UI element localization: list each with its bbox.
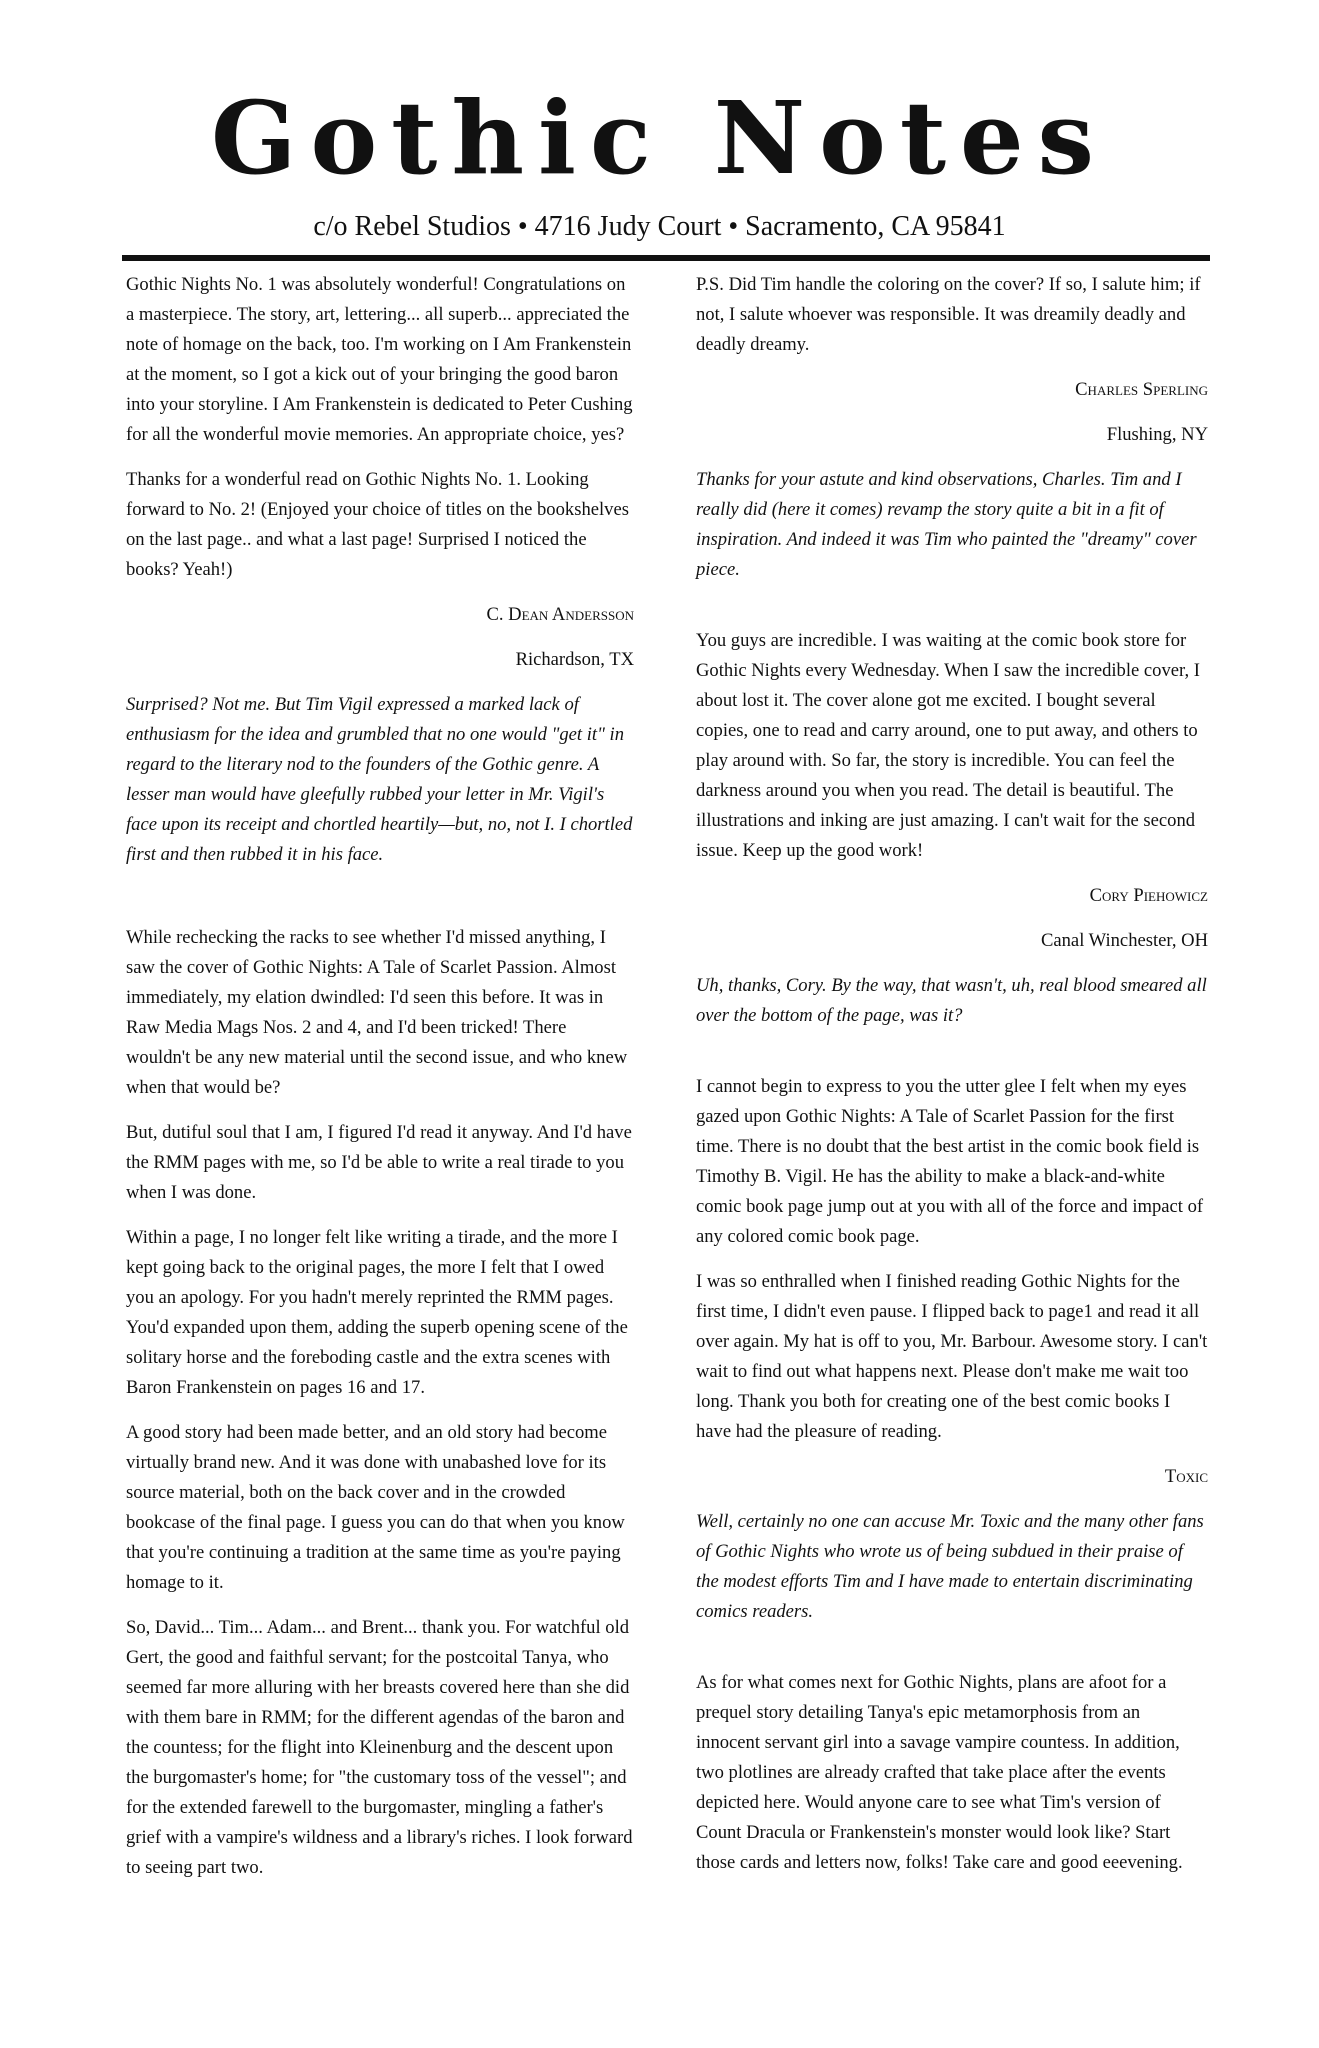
letter-location: Flushing, NY bbox=[1106, 424, 1208, 445]
letter-paragraph: But, dutiful soul that I am, I figured I'd read it anyway. And I'd have the RMM pages with me, so I'd be able to write a real tirade to you when I was done. bbox=[126, 1122, 632, 1203]
editor-response: Well, certainly no one can accuse Mr. Toxic and the many other fans of Gothic Nights who wrote us of being subdued in their praise of the modest efforts Tim and I have made to entertain discriminating comics readers. bbox=[696, 1511, 1204, 1622]
letter-location: Richardson, TX bbox=[515, 649, 634, 670]
letter-paragraph: You guys are incredible. I was waiting at the comic book store for Gothic Nights every Wednesday. When I saw the incredible cover, I about lost it. The cover alone got me excited. I bought several copies, one to read and carry around, one to put away, and others to play around with. So far, the story is incredible. You can feel the darkness around you when you read. The detail is beautiful. The illustrations and inking are just amazing. I can't wait for the second issue. Keep up the good work! bbox=[696, 630, 1200, 861]
left-column bbox=[126, 270, 634, 1898]
letter-paragraph: Gothic Nights No. 1 was absolutely wonderful! Congratulations on a masterpiece. The story, art, lettering... all superb... appreciated the note of homage on the back, too. I'm working on I Am Frankenstein at the moment, so I got a kick out of your bringing the good baron into your storyline. I Am Frankenstein is dedicated to Peter Cushing for all the wonderful movie memories. An appropriate choice, yes? bbox=[126, 274, 633, 445]
editor-response: Thanks for your astute and kind observations, Charles. Tim and I really did (here it comes) revamp the story quite a bit in a fit of inspiration. And indeed it was Tim who painted the "dreamy" cover piece. bbox=[696, 469, 1197, 580]
letter-paragraph: I was so enthralled when I finished reading Gothic Nights for the first time, I didn't even pause. I flipped back to page1 and read it all over again. My hat is off to you, Mr. Barbour. Awesome story. I can't wait to find out what happens next. Please don't make me wait too long. Thank you both for creating one of the best comic books I have had the pleasure of reading. bbox=[696, 1271, 1208, 1442]
right-column bbox=[696, 270, 1208, 1893]
letter-signature: C. Dean Andersson bbox=[486, 604, 634, 625]
letter-paragraph: Thanks for a wonderful read on Gothic Nights No. 1. Looking forward to No. 2! (Enjoyed your choice of titles on the bookshelves on the last page.. and what a last page! Surprised I noticed the books? Yeah!) bbox=[126, 469, 629, 580]
letter-signature: Toxic bbox=[1164, 1466, 1208, 1487]
letter-paragraph: I cannot begin to express to you the utter glee I felt when my eyes gazed upon Gothic Nights: A Tale of Scarlet Passion for the first time. There is no doubt that the best artist in the comic book field is Timothy B. Vigil. He has the ability to make a black-and-white comic book page jump out at you with all of the force and impact of any colored comic book page. bbox=[696, 1076, 1204, 1247]
header-rule bbox=[122, 255, 1210, 261]
letter-paragraph: A good story had been made better, and an old story had become virtually brand new. And it was done with unabashed love for its source material, both on the back cover and in the crowded bookcase of the final page. I guess you can do that when you know that you're continuing a tradition at the same time as you're paying homage to it. bbox=[126, 1422, 625, 1593]
closing-paragraph: As for what comes next for Gothic Nights, plans are afoot for a prequel story detailing Tanya's epic metamorphosis from an innocent servant girl into a savage vampire countess. In addition, two plotlines are already crafted that take place after the events depicted here. Would anyone care to see what Tim's version of Count Dracula or Frankenstein's monster would look like? Start those cards and letters now, folks! Take care and good eeevening. bbox=[696, 1672, 1183, 1873]
letter-paragraph: So, David... Tim... Adam... and Brent... thank you. For watchful old Gert, the good and faithful servant; for the postcoital Tanya, who seemed far more alluring with her breasts covered here than she did with them bare in RMM; for the different agendas of the baron and the countess; for the flight into Kleinenburg and the descent upon the burgomaster's home; for "the customary toss of the vessel"; and for the extended farewell to the burgomaster, mingling a father's grief with a vampire's wildness and a library's riches. I look forward to seeing part two. bbox=[126, 1617, 633, 1878]
letter-paragraph: While rechecking the racks to see whether I'd missed anything, I saw the cover of Gothic Nights: A Tale of Scarlet Passion. Almost immediately, my elation dwindled: I'd seen this before. It was in Raw Media Mags Nos. 2 and 4, and I'd been tricked! There wouldn't be any new material until the second issue, and who knew when that would be? bbox=[126, 927, 628, 1098]
letter-location: Canal Winchester, OH bbox=[1040, 930, 1208, 951]
page-title: Gothic Notes bbox=[211, 79, 1108, 197]
mailing-address: c/o Rebel Studios • 4716 Judy Court • Sacramento, CA 95841 bbox=[313, 211, 1006, 242]
editor-response: Uh, thanks, Cory. By the way, that wasn't, uh, real blood smeared all over the bottom of the page, was it? bbox=[696, 975, 1207, 1026]
letter-paragraph: Within a page, I no longer felt like writing a tirade, and the more I kept going back to the original pages, the more I felt that I owed you an apology. For you hadn't merely reprinted the RMM pages. You'd expanded upon them, adding the superb opening scene of the solitary horse and the foreboding castle and the extra scenes with Baron Frankenstein on pages 16 and 17. bbox=[126, 1227, 628, 1398]
editor-response: Surprised? Not me. But Tim Vigil expressed a marked lack of enthusiasm for the idea and grumbled that no one would "get it" in regard to the literary nod to the founders of the Gothic genre. A lesser man would have gleefully rubbed your letter in Mr. Vigil's face upon its receipt and chortled heartily—but, no, not I. I chortled first and then rubbed it in his face. bbox=[126, 694, 633, 865]
letter-signature: Cory Piehowicz bbox=[1089, 885, 1208, 906]
letter-signature: Charles Sperling bbox=[1075, 379, 1208, 400]
letter-paragraph: P.S. Did Tim handle the coloring on the cover? If so, I salute him; if not, I salute whoever was responsible. It was dreamily deadly and deadly dreamy. bbox=[696, 274, 1201, 355]
